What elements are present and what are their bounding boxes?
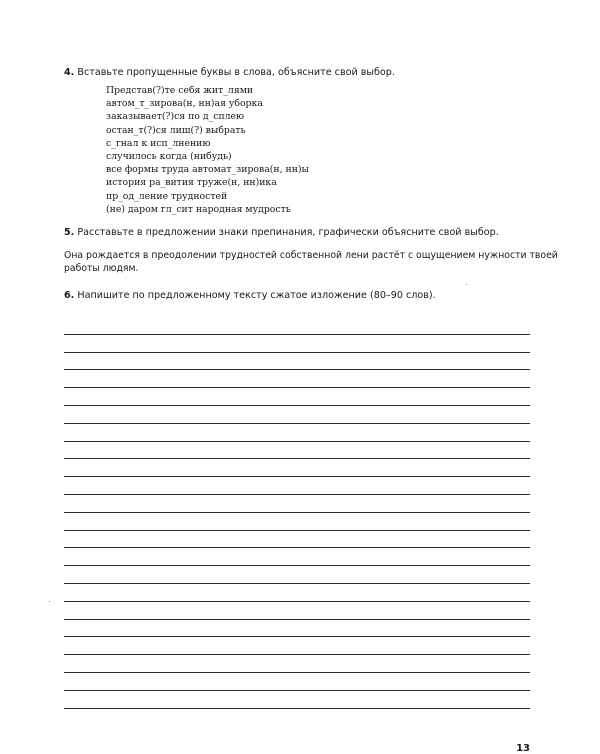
task-5-instruction: Расставьте в предложении знаки препинания, графически объясните свой выбор. <box>74 227 499 238</box>
writing-line[interactable] <box>64 459 530 477</box>
word-item: с_гнал к исп_лнению <box>106 137 211 149</box>
writing-line[interactable] <box>64 335 530 353</box>
word-item: история ра_вития труже(н, нн)ика <box>106 177 277 189</box>
writing-line[interactable] <box>64 637 530 655</box>
writing-line[interactable] <box>64 531 530 549</box>
writing-line[interactable] <box>64 388 530 406</box>
scan-speck <box>466 284 467 285</box>
writing-line[interactable] <box>64 353 530 371</box>
task-4-number: 4. <box>64 67 75 78</box>
writing-line[interactable] <box>64 691 530 709</box>
writing-area[interactable] <box>64 317 530 709</box>
word-item: все формы труда автомат_зирова(н, нн)ы <box>106 164 309 176</box>
word-item: Представ(?)те себя жит_лями <box>106 85 254 96</box>
writing-line[interactable] <box>64 477 530 495</box>
writing-line[interactable] <box>64 584 530 602</box>
word-item: остан_т(?)ся лиш(?) выбрать <box>106 124 246 136</box>
task-5-sentence <box>64 250 558 276</box>
task-5-heading <box>64 227 499 239</box>
writing-line[interactable] <box>64 673 530 691</box>
writing-line[interactable] <box>64 317 530 335</box>
writing-line[interactable] <box>64 655 530 673</box>
task-6-number: 6. <box>64 290 75 301</box>
word-item: (не) даром гл_сит народная мудрость <box>106 203 291 215</box>
writing-line[interactable] <box>64 566 530 584</box>
task-4-heading <box>64 67 395 79</box>
writing-line[interactable] <box>64 602 530 620</box>
writing-line[interactable] <box>64 424 530 442</box>
sentence-line: Она рождается в преодолении трудностей собственной лени растёт с ощущением нужности твоей <box>64 250 558 261</box>
task-4-instruction: Вставьте пропущенные буквы в слова, объясните свой выбор. <box>74 67 395 78</box>
word-item: заказывает(?)ся по д_сплею <box>106 111 245 123</box>
writing-line[interactable] <box>64 620 530 638</box>
writing-line[interactable] <box>64 548 530 566</box>
word-item: автом_т_зирова(н, нн)ая уборка <box>106 98 263 110</box>
task-6-instruction: Напишите по предложенному тексту сжатое изложение (80–90 слов). <box>74 290 436 301</box>
word-item: случилось когда (нибудь) <box>106 151 232 163</box>
page-number: 13 <box>516 743 530 754</box>
sentence-line: работы людям. <box>64 262 139 274</box>
writing-line[interactable] <box>64 406 530 424</box>
writing-line[interactable] <box>64 495 530 513</box>
writing-line[interactable] <box>64 370 530 388</box>
writing-line[interactable] <box>64 442 530 460</box>
writing-line[interactable] <box>64 513 530 531</box>
task-5-number: 5. <box>64 227 75 238</box>
task-4-word-list <box>106 84 309 216</box>
task-6-heading <box>64 290 436 302</box>
scan-speck <box>49 601 50 602</box>
word-item: пр_од_ление трудностей <box>106 190 228 202</box>
